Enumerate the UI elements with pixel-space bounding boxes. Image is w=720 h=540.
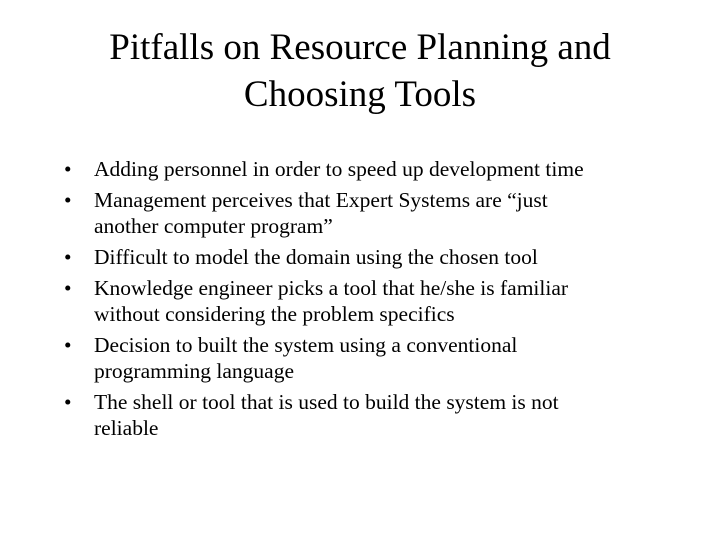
- bullet-text-line: programming language: [94, 359, 295, 383]
- slide-title: [40, 24, 680, 118]
- bullet-text-line: reliable: [94, 416, 159, 440]
- bullet-list: [62, 156, 682, 446]
- bullet-item: [62, 156, 682, 182]
- bullet-item: [62, 389, 682, 441]
- slide-title-line: Pitfalls on Resource Planning and: [109, 27, 611, 68]
- bullet-dot-icon: •: [64, 188, 72, 212]
- bullet-text-line: Decision to built the system using a conventional: [94, 333, 518, 357]
- bullet-dot-icon: •: [64, 245, 72, 269]
- bullet-dot-icon: •: [64, 333, 72, 357]
- bullet-dot-icon: •: [64, 390, 72, 414]
- bullet-text-line: Knowledge engineer picks a tool that he/she is familiar: [94, 276, 569, 300]
- bullet-item: [62, 332, 682, 384]
- bullet-dot-icon: •: [64, 276, 72, 300]
- bullet-text-line: Difficult to model the domain using the chosen tool: [94, 245, 538, 269]
- bullet-text-line: Adding personnel in order to speed up development time: [94, 157, 584, 181]
- bullet-text-line: Management perceives that Expert Systems are “just: [94, 188, 548, 212]
- bullet-item: [62, 187, 682, 239]
- bullet-dot-icon: •: [64, 157, 72, 181]
- slide-title-line: Choosing Tools: [243, 74, 477, 115]
- bullet-item: [62, 244, 682, 270]
- bullet-item: [62, 275, 682, 327]
- bullet-text-line: another computer program”: [94, 214, 333, 238]
- bullet-text-line: without considering the problem specifics: [94, 302, 455, 326]
- bullet-text-line: The shell or tool that is used to build the system is not: [94, 390, 559, 414]
